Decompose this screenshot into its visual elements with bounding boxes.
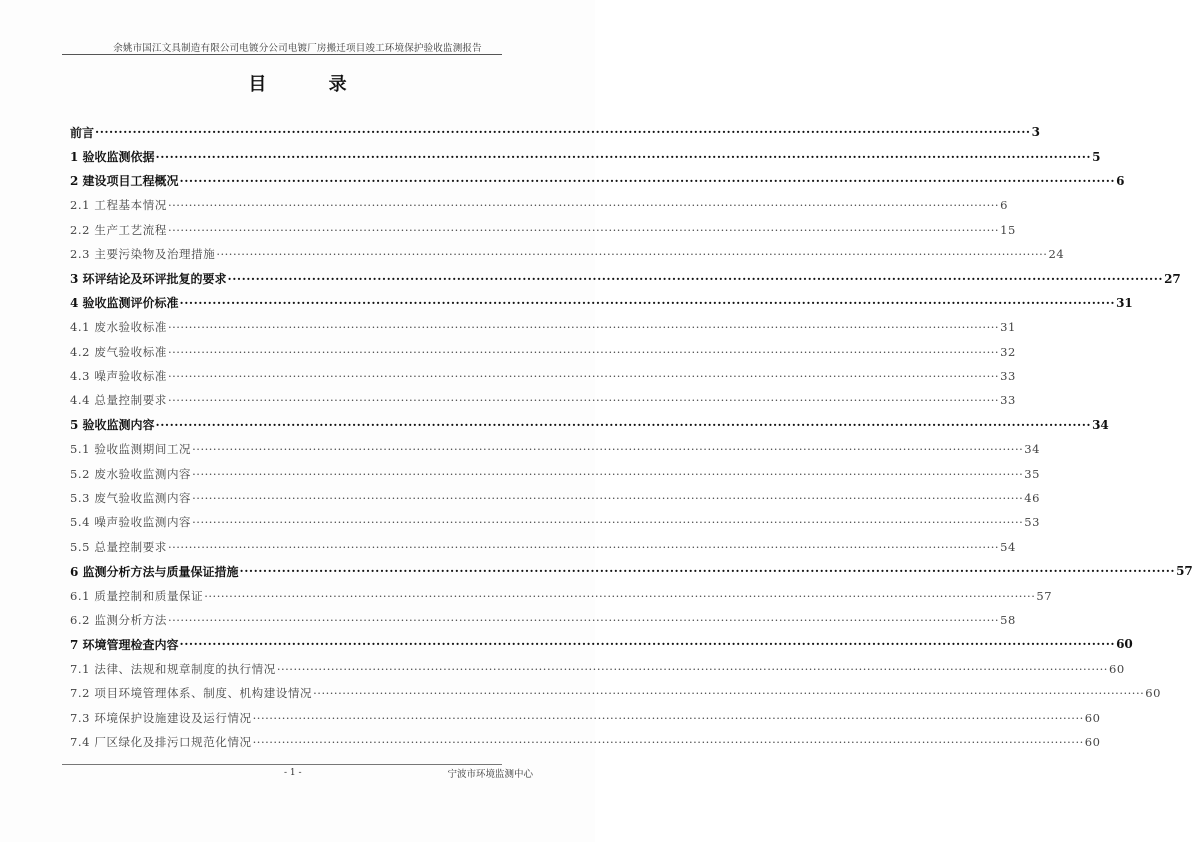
- toc-entry-label: 5.5 总量控制要求: [70, 539, 167, 554]
- toc-entry-page: 5: [1092, 149, 1101, 164]
- toc-entry-page: 33: [1000, 369, 1016, 384]
- toc-entry[interactable]: [70, 437, 1041, 461]
- toc-entry[interactable]: [70, 681, 1162, 705]
- toc-entry[interactable]: [70, 169, 1125, 193]
- toc-entry-page: 58: [1000, 613, 1016, 627]
- toc-entry-page: 34: [1092, 417, 1109, 432]
- toc-entry[interactable]: [70, 291, 1133, 315]
- toc-entry-label: 4.1 废水验收标准: [70, 320, 167, 335]
- toc-entry[interactable]: [70, 486, 1041, 510]
- header-rule: [62, 54, 502, 55]
- footer-organization: 宁波市环境监测中心: [447, 769, 533, 780]
- toc-entry-page: 34: [1024, 442, 1041, 457]
- toc-entry-page: 54: [1000, 539, 1016, 554]
- toc-entry-page: 6: [1000, 198, 1008, 213]
- toc-entry-label: 前言: [70, 125, 95, 140]
- toc-dot-leader: ········································································································································································································: [167, 539, 1000, 554]
- toc-dot-leader: ········································································································································································································: [167, 393, 1000, 408]
- toc-dot-leader: ········································································································································································································: [216, 247, 1048, 262]
- toc-entry[interactable]: [70, 218, 1016, 242]
- toc-dot-leader: ········································································································································································································: [252, 710, 1084, 725]
- toc-dot-leader: ········································································································································································································: [252, 734, 1084, 749]
- toc-dot-leader: ········································································································································································································: [192, 515, 1024, 530]
- toc-entry-label: 4.4 总量控制要求: [70, 393, 167, 408]
- toc-dot-leader: ········································································································································································································: [227, 271, 1164, 286]
- toc-entry-label: 2 建设项目工程概况: [70, 174, 179, 189]
- toc-entry-label: 7.4 厂区绿化及排污口规范化情况: [70, 734, 252, 749]
- toc-entry-page: 6: [1116, 173, 1125, 188]
- toc-entry-page: 31: [1000, 320, 1016, 335]
- toc-entry[interactable]: [70, 657, 1125, 681]
- toc-entry-label: 2.2 生产工艺流程: [70, 222, 167, 237]
- toc-entry[interactable]: [70, 632, 1133, 656]
- toc-dot-leader: ········································································································································································································: [313, 686, 1145, 701]
- toc-dot-leader: ········································································································································································································: [239, 564, 1176, 579]
- toc-entry-label: 7 环境管理检查内容: [70, 637, 179, 652]
- toc-dot-leader: ········································································································································································································: [204, 588, 1036, 603]
- toc-entry-label: 4.2 废气验收标准: [70, 344, 167, 359]
- toc-list: [70, 120, 1193, 754]
- toc-entry-page: 60: [1108, 661, 1125, 676]
- toc-entry-page: 57: [1176, 564, 1193, 579]
- toc-entry-page: 24: [1048, 247, 1065, 262]
- toc-entry-label: 5.1 验收监测期间工况: [70, 442, 192, 457]
- toc-dot-leader: ········································································································································································································: [179, 173, 1116, 188]
- toc-entry-label: 7.1 法律、法规和规章制度的执行情况: [70, 661, 276, 676]
- toc-dot-leader: ········································································································································································································: [192, 466, 1024, 481]
- toc-dot-leader: ········································································································································································································: [167, 198, 1000, 213]
- toc-entry-label: 7.3 环境保护设施建设及运行情况: [70, 710, 252, 725]
- toc-entry-page: 57: [1036, 588, 1053, 603]
- page-number: - 1 -: [284, 768, 302, 778]
- toc-dot-leader: ········································································································································································································: [155, 149, 1092, 164]
- toc-entry-label: 5 验收监测内容: [70, 418, 155, 433]
- toc-entry-page: 35: [1024, 466, 1041, 481]
- toc-entry-label: 4.3 噪声验收标准: [70, 369, 167, 384]
- running-header: 余姚市国江文具制造有限公司电镀分公司电镀厂房搬迁项目竣工环境保护验收监测报告: [113, 43, 482, 54]
- toc-entry[interactable]: [70, 388, 1016, 412]
- toc-entry[interactable]: [70, 705, 1101, 729]
- toc-dot-leader: ········································································································································································································: [167, 369, 1000, 384]
- toc-entry-label: 6 监测分析方法与质量保证措施: [70, 564, 239, 579]
- toc-entry[interactable]: [70, 340, 1016, 364]
- toc-entry-label: 6.1 质量控制和质量保证: [70, 588, 204, 603]
- toc-entry-page: 27: [1164, 271, 1181, 286]
- toc-entry-label: 5.4 噪声验收监测内容: [70, 515, 192, 530]
- toc-entry-page: 3: [1031, 125, 1040, 140]
- toc-entry[interactable]: [70, 583, 1053, 607]
- toc-entry-page: 60: [1145, 686, 1162, 701]
- toc-dot-leader: ········································································································································································································: [167, 222, 1000, 237]
- toc-entry-label: 5.3 废气验收监测内容: [70, 491, 192, 506]
- toc-entry-label: 2.1 工程基本情况: [70, 198, 167, 213]
- toc-entry[interactable]: [70, 193, 1008, 217]
- toc-entry[interactable]: [70, 413, 1109, 437]
- toc-dot-leader: ········································································································································································································: [179, 295, 1116, 310]
- toc-entry-page: 60: [1084, 734, 1101, 749]
- toc-entry-label: 3 环评结论及环评批复的要求: [70, 272, 227, 287]
- toc-entry-label: 1 验收监测依据: [70, 150, 155, 165]
- toc-dot-leader: ········································································································································································································: [95, 125, 1031, 140]
- toc-title: 目 录: [248, 74, 375, 95]
- toc-entry[interactable]: [70, 535, 1016, 559]
- toc-entry-page: 60: [1116, 637, 1133, 652]
- toc-entry[interactable]: [70, 266, 1181, 290]
- toc-dot-leader: ········································································································································································································: [276, 661, 1108, 676]
- toc-entry-label: 5.2 废水验收监测内容: [70, 466, 192, 481]
- toc-entry-page: 31: [1116, 295, 1133, 310]
- toc-entry-page: 46: [1024, 491, 1041, 506]
- toc-entry[interactable]: [70, 461, 1041, 485]
- toc-entry-page: 53: [1024, 515, 1041, 530]
- toc-entry-label: 2.3 主要污染物及治理措施: [70, 247, 216, 262]
- toc-entry-label: 4 验收监测评价标准: [70, 296, 179, 311]
- toc-entry-label: 6.2 监测分析方法: [70, 613, 167, 627]
- toc-entry-page: 32: [1000, 344, 1016, 359]
- toc-dot-leader: ········································································································································································································: [179, 637, 1116, 652]
- toc-dot-leader: ········································································································································································································: [167, 613, 1000, 627]
- toc-entry-page: 33: [1000, 393, 1016, 408]
- toc-entry[interactable]: [70, 364, 1016, 388]
- toc-entry-label: 7.2 项目环境管理体系、制度、机构建设情况: [70, 686, 313, 701]
- toc-entry[interactable]: [70, 242, 1065, 266]
- toc-dot-leader: ········································································································································································································: [192, 442, 1024, 457]
- toc-dot-leader: ········································································································································································································: [167, 344, 1000, 359]
- toc-entry[interactable]: [70, 730, 1101, 754]
- toc-entry[interactable]: [70, 510, 1041, 534]
- toc-entry[interactable]: [70, 608, 1016, 632]
- footer-rule: [62, 764, 502, 765]
- toc-entry[interactable]: [70, 315, 1016, 339]
- toc-dot-leader: ········································································································································································································: [155, 417, 1092, 432]
- toc-entry[interactable]: [70, 144, 1101, 168]
- toc-entry[interactable]: [70, 120, 1040, 144]
- toc-dot-leader: ········································································································································································································: [167, 320, 1000, 335]
- toc-entry-page: 15: [1000, 222, 1016, 237]
- toc-entry-page: 60: [1084, 710, 1101, 725]
- toc-entry[interactable]: [70, 559, 1193, 583]
- toc-dot-leader: ········································································································································································································: [192, 491, 1024, 506]
